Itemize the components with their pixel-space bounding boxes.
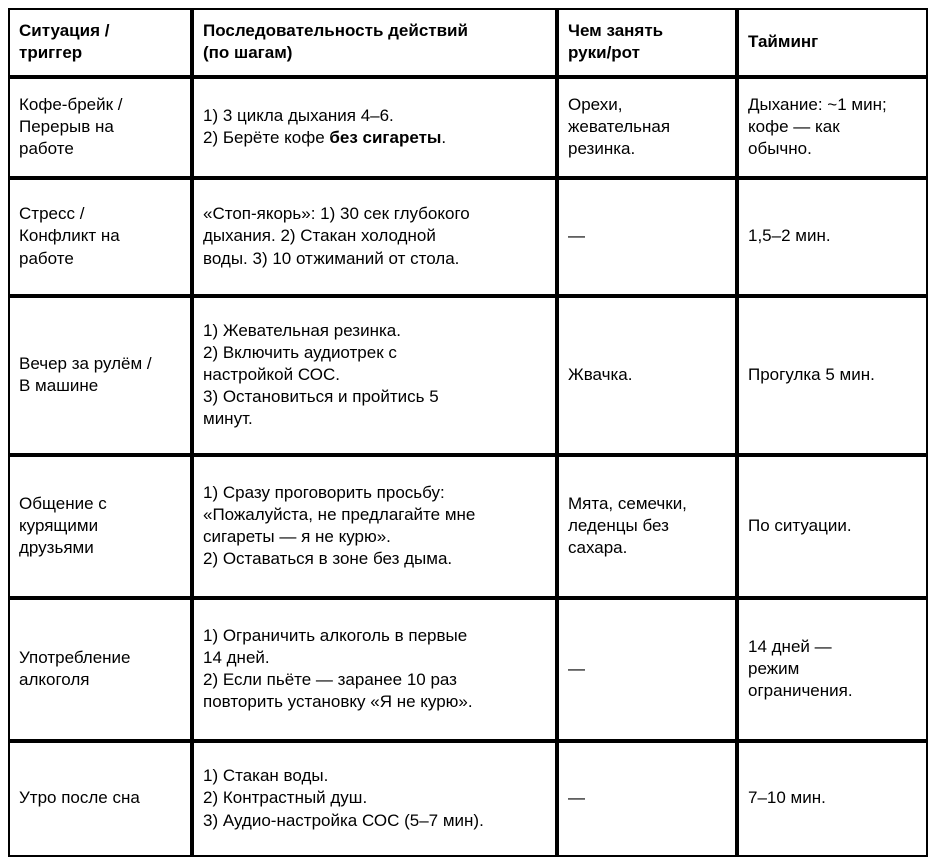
cell-text-line: 7–10 мин. xyxy=(748,788,826,808)
cell-text-line: — xyxy=(568,788,585,808)
cell-text-line: 2) Если пьёте — заранее 10 раз xyxy=(203,670,457,689)
cell-timing xyxy=(737,77,928,178)
cell-text-line: 2) Включить аудиотрек с xyxy=(203,342,397,362)
column-header-hands-mouth-line-2: руки/рот xyxy=(568,43,640,62)
cell-text-line: 3) Остановиться и пройтись 5 xyxy=(203,387,439,407)
cell-text-line: В машине xyxy=(19,376,99,395)
cell-situation xyxy=(8,296,192,455)
cell-text-line: Утро после сна xyxy=(19,788,140,808)
cell-text-line: настройкой СОС. xyxy=(203,364,340,384)
cell-text-line: 1) Жевательная резинка. xyxy=(203,320,401,340)
cell-hands-mouth xyxy=(557,455,737,598)
cell-text-line: сигареты — я не курю». xyxy=(203,527,391,546)
cell-situation xyxy=(8,77,192,178)
cell-text-line: По ситуации. xyxy=(748,515,852,535)
cell-situation xyxy=(8,741,192,857)
table-row xyxy=(8,741,928,857)
cell-text-line: повторить установку «Я не курю». xyxy=(203,692,473,712)
cell-text-line: «Пожалуйста, не предлагайте мне xyxy=(203,504,476,524)
cell-text-line: Конфликт на xyxy=(19,226,120,246)
cell-hands-mouth xyxy=(557,77,737,178)
cell-text-line: Орехи, xyxy=(568,94,623,114)
cell-timing xyxy=(737,455,928,598)
cell-text-line: 1) Ограничить алкоголь в первые xyxy=(203,625,468,645)
column-header-sequence-line-1: Последовательность действий xyxy=(203,20,468,40)
cell-text-line: алкоголя xyxy=(19,670,90,689)
cell-timing xyxy=(737,598,928,741)
table-container xyxy=(8,8,928,857)
column-header-sequence-line-2: (по шагам) xyxy=(203,43,293,62)
cell-sequence xyxy=(192,598,557,741)
cell-text-line: 14 дней. xyxy=(203,647,270,667)
cell-sequence xyxy=(192,741,557,857)
cell-text-line: ограничения. xyxy=(748,681,853,701)
cell-text-line: Прогулка 5 мин. xyxy=(748,364,875,384)
cell-text-line: 1) Стакан воды. xyxy=(203,766,329,786)
cell-situation xyxy=(8,598,192,741)
cell-text-line-bold-mixed xyxy=(203,127,546,149)
cell-text-line: сахара. xyxy=(568,538,628,558)
column-header-timing-line-1: Тайминг xyxy=(748,31,819,51)
cell-situation xyxy=(8,455,192,598)
cell-timing xyxy=(737,741,928,857)
sequence-suffix: . xyxy=(441,128,447,147)
cell-text-line: друзьями xyxy=(19,538,94,558)
table-row xyxy=(8,77,928,178)
cell-text-line: курящими xyxy=(19,515,99,535)
table-header xyxy=(8,8,928,77)
column-header-hands-mouth xyxy=(557,8,737,77)
cell-text-line: — xyxy=(568,658,585,678)
column-header-situation-line-1: Ситуация / xyxy=(19,20,110,40)
cell-text-line: кофе — как xyxy=(748,116,840,136)
column-header-situation xyxy=(8,8,192,77)
cell-text-line: дыхания. 2) Стакан холодной xyxy=(203,226,436,246)
cell-text-line: 14 дней — xyxy=(748,636,832,656)
table-body xyxy=(8,77,928,857)
cell-sequence xyxy=(192,455,557,598)
cell-text-line: 2) Контрастный душ. xyxy=(203,788,368,808)
cell-text-line: 1) 3 цикла дыхания 4–6. xyxy=(203,105,394,125)
trigger-action-plan-table xyxy=(8,8,928,857)
cell-text-line: «Стоп-якорь»: 1) 30 сек глубокого xyxy=(203,204,470,224)
cell-text-line: 1) Сразу проговорить просьбу: xyxy=(203,482,445,502)
table-row xyxy=(8,296,928,455)
table-header-row xyxy=(8,8,928,77)
cell-sequence xyxy=(192,296,557,455)
cell-text-line: 1,5–2 мин. xyxy=(748,226,831,246)
sequence-bold-phrase: без сигареты xyxy=(329,128,442,147)
cell-text-line: минут. xyxy=(203,409,253,429)
cell-hands-mouth xyxy=(557,741,737,857)
cell-text-line: обычно. xyxy=(748,139,812,159)
cell-text-line: 3) Аудио-настройка СОС (5–7 мин). xyxy=(203,810,484,830)
cell-hands-mouth xyxy=(557,598,737,741)
cell-text-line: леденцы без xyxy=(568,515,669,535)
cell-text-line: Кофе-брейк / xyxy=(19,94,123,114)
cell-text-line: режим xyxy=(748,658,800,678)
column-header-sequence xyxy=(192,8,557,77)
cell-text-line: воды. 3) 10 отжиманий от стола. xyxy=(203,248,460,268)
cell-text-line: — xyxy=(568,226,585,246)
cell-timing xyxy=(737,178,928,296)
table-row xyxy=(8,178,928,296)
column-header-hands-mouth-line-1: Чем занять xyxy=(568,20,664,40)
cell-text-line: работе xyxy=(19,139,74,159)
cell-text-line: Перерыв на xyxy=(19,116,114,136)
cell-text-line: Употребление xyxy=(19,647,131,667)
cell-text-line: Общение с xyxy=(19,493,107,513)
sequence-prefix: 2) Берёте кофе xyxy=(203,128,330,147)
cell-hands-mouth xyxy=(557,296,737,455)
table-row xyxy=(8,455,928,598)
cell-sequence xyxy=(192,77,557,178)
cell-timing xyxy=(737,296,928,455)
cell-sequence xyxy=(192,178,557,296)
cell-text-line: Мята, семечки, xyxy=(568,493,687,513)
cell-text-line: жевательная xyxy=(568,116,671,136)
cell-text-line: 2) Оставаться в зоне без дыма. xyxy=(203,549,453,569)
cell-text-line: Вечер за рулём / xyxy=(19,353,152,373)
table-row xyxy=(8,598,928,741)
cell-text-line: Дыхание: ~1 мин; xyxy=(748,94,887,114)
column-header-situation-line-2: триггер xyxy=(19,43,83,62)
cell-text-line: работе xyxy=(19,248,74,268)
cell-text-line: Стресс / xyxy=(19,204,85,224)
cell-hands-mouth xyxy=(557,178,737,296)
column-header-timing xyxy=(737,8,928,77)
cell-situation xyxy=(8,178,192,296)
cell-text-line: Жвачка. xyxy=(568,364,633,384)
cell-text-line: резинка. xyxy=(568,139,636,159)
